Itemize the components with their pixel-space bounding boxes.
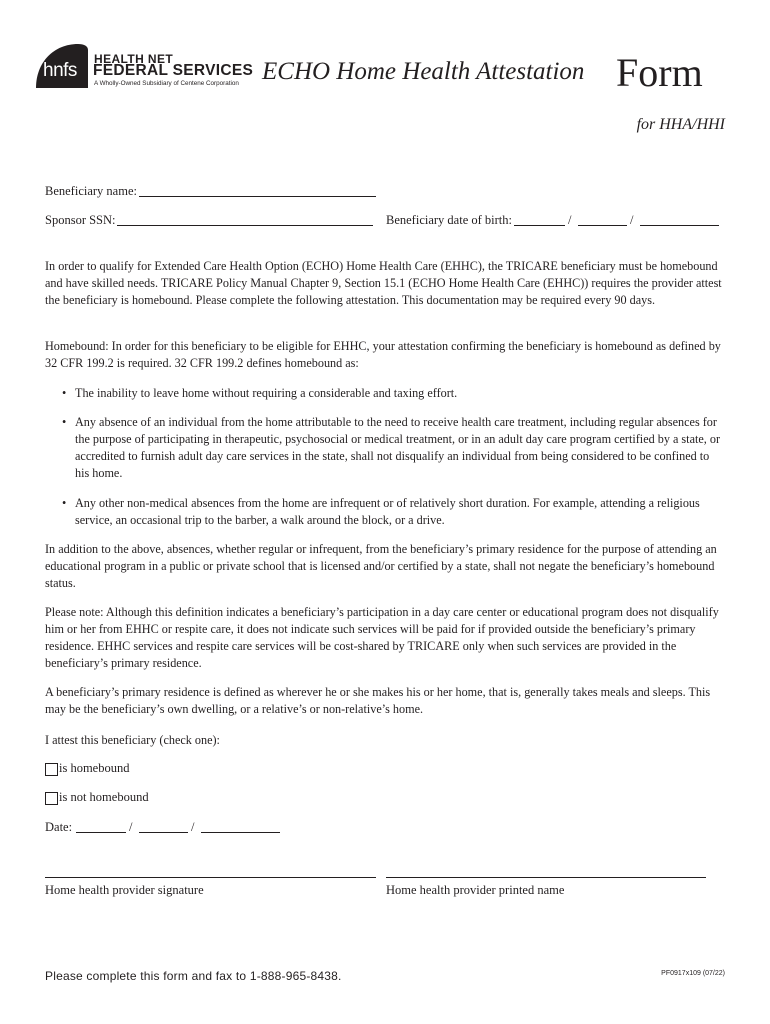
list-item (62, 385, 722, 402)
logo-text-health-net: HEALTH NET (94, 52, 174, 66)
list-item-text: Any other non-medical absences from the home are infrequent or of relatively short duration. For example, attending a religious service, an occasional trip to the barber, a walk around the block, or a drive. (75, 496, 700, 527)
signature-field[interactable] (45, 877, 376, 878)
bullet-icon: • (62, 386, 67, 400)
not-homebound-checkbox[interactable] (45, 792, 58, 805)
dob-year-field[interactable] (640, 225, 719, 226)
fax-instructions: Please complete this form and fax to 1-888-965-8438. (45, 969, 342, 983)
date-day-field[interactable] (139, 832, 188, 833)
form-subtitle: for HHA/HHI (636, 116, 725, 133)
bullet-icon: • (62, 496, 67, 510)
date-year-field[interactable] (201, 832, 280, 833)
please-note-paragraph: Please note: Although this definition indicates a beneficiary’s participation in a day care center or educational program does not disqualify him or her from EHHC or respite care, it does not indicate such services will be paid for if provided outside the beneficiary’s primary residence. EHHC services and respite care services will be cost-shared by TRICARE only when such services are provided in the beneficiary’s primary residence. (45, 605, 719, 670)
date-label: Date: (45, 820, 73, 834)
date-separator: / (191, 820, 195, 834)
list-item-text: Any absence of an individual from the home attributable to the need to receive health care treatment, including regular absences for the purpose of participating in therapeutic, psychosocial or medical treatment, or in an adult day care program certified by a state, or accredited to furnish adult day care services in the state, shall not disqualify an individual from being considered to be confined to his home. (75, 415, 721, 480)
printed-name-label: Home health provider printed name (386, 883, 565, 897)
bullet-icon: • (62, 415, 67, 429)
list-item (62, 414, 722, 482)
not-homebound-option-label: is not homebound (59, 790, 149, 804)
list-item-text: The inability to leave home without requiring a considerable and taxing effort. (75, 386, 458, 400)
logo-text-federal-services: FEDERAL SERVICES (93, 62, 254, 79)
homebound-definition: Homebound: In order for this beneficiary to be eligible for EHHC, your attestation confirming the beneficiary is homebound as defined by 32 CFR 199.2 is required. 32 CFR 199.2 defines homebound as: (45, 339, 721, 370)
beneficiary-name-field[interactable] (139, 196, 376, 197)
form-title-word: Form (616, 50, 703, 95)
logo-abbrev: hnfs (43, 60, 77, 81)
beneficiary-name-label: Beneficiary name: (45, 184, 137, 198)
dob-separator: / (630, 213, 634, 227)
sponsor-ssn-field[interactable] (117, 225, 373, 226)
sponsor-ssn-label: Sponsor SSN: (45, 213, 116, 227)
date-separator: / (129, 820, 133, 834)
logo-tagline: A Wholly-Owned Subsidiary of Centene Corporation (94, 80, 239, 87)
homebound-checkbox[interactable] (45, 763, 58, 776)
dob-label: Beneficiary date of birth: (386, 213, 512, 227)
form-code: PF0917x109 (07/22) (661, 970, 725, 977)
primary-residence-paragraph: A beneficiary’s primary residence is defined as wherever he or she makes his or her home, that is, generally takes meals and sleeps. This may be the beneficiary’s own dwelling, or a relative’s or non-relative’s home. (45, 685, 711, 716)
intro-paragraph: In order to qualify for Extended Care Health Option (ECHO) Home Health Care (EHHC), the TRICARE beneficiary must be homebound and have skilled needs. TRICARE Policy Manual Chapter 9, Section 15.1 (ECHO Home Health Care (EHHC)) requires the provider attest the beneficiary is homebound. Please complete the following attestation. This documentation may be required every 90 days. (45, 259, 722, 307)
date-month-field[interactable] (76, 832, 126, 833)
list-item (62, 495, 722, 529)
homebound-option-label: is homebound (59, 761, 130, 775)
dob-month-field[interactable] (514, 225, 565, 226)
addition-paragraph: In addition to the above, absences, whether regular or infrequent, from the beneficiary’s primary residence for the purpose of attending an educational program in a public or private school that is licensed and/or certified by a state, shall not negate the beneficiary’s homebound status. (45, 542, 717, 590)
dob-day-field[interactable] (578, 225, 627, 226)
printed-name-field[interactable] (386, 877, 706, 878)
signature-label: Home health provider signature (45, 883, 204, 897)
form-title: ECHO Home Health Attestation (262, 58, 585, 85)
dob-separator: / (568, 213, 572, 227)
attest-statement: I attest this beneficiary (check one): (45, 733, 220, 747)
